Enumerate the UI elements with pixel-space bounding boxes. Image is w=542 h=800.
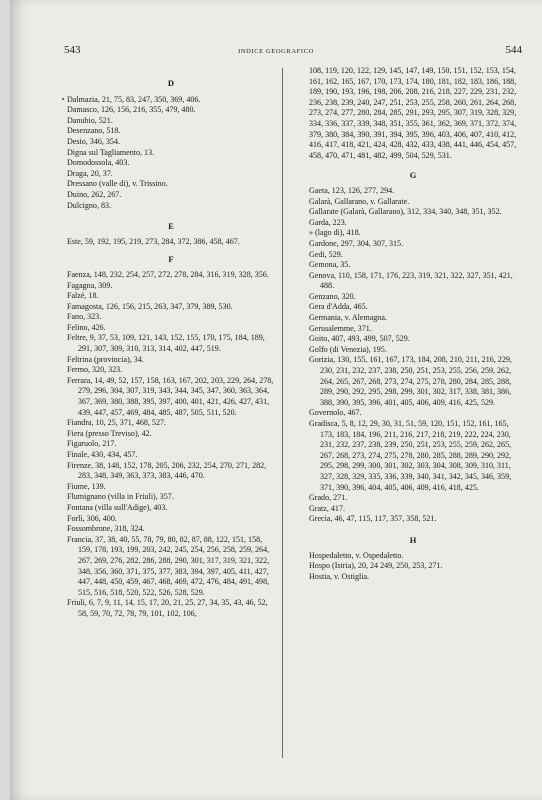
right-column — [309, 66, 517, 582]
index-entry: Famagosta, 126, 156, 215, 263, 347, 379, 389, 530. — [67, 301, 233, 311]
index-entry: Gerusalemme, 371. — [309, 323, 372, 333]
friuli-continuation: 108, 119, 120, 122, 129, 145, 147, 149, 150, 151, 152, 153, 154, 161, 162, 165, 167, 170, 173, 174, 180, 181, 182, 183, 186, 188, 189, 190, 193, 196, 198, 206, 208, 216, 218, 227, 229, 231, 232, 236, 238, 239, 240, 247, 251, 253, 255, 258, 260, 261, 264, 268, 273, 274, 277, 280, 284, 285, 291, 293, 295, 307, 319, 328, 329, 334, 336, 337, 339, 348, 351, 355, 361, 362, 369, 371, 372, 374, 379, 380, 384, 390, 391, 394, 395, 396, 403, 406, 407, 410, 412, 416, 417, 418, 421, 424, 428, 432, 433, 438, 441, 446, 454, 457, 458, 470, 471, 481, 482, 499, 504, 529, 531. — [309, 66, 517, 160]
index-entry: Francia, 37, 38, 40, 55, 78, 79, 80, 82, 87, 88, 122, 151, 158, 159, 178, 193, 199, 203, 242, 245, 254, 256, 258, 259, 264, 267, 269, 276, 282, 286, 288, 290, 301, 317, 319, 321, 322, 348, 356, 360, 371, 375, 377, 383, 394, 397, 405, 411, 427, 447, 448, 450, 459, 467, 468, 469, 472, 476, 484, 491, 498, 515, 516, 518, 520, 522, 526, 528, 529. — [67, 534, 270, 597]
column-divider — [282, 68, 283, 758]
entries-e — [67, 237, 275, 248]
index-entry: Faenza, 148, 232, 254, 257, 272, 278, 284, 316, 319, 328, 356. — [67, 269, 269, 279]
index-entry: Feltre, 9, 37, 53, 109, 121, 143, 152, 155, 170, 175, 184, 189, 291, 307, 309, 310, 313, 314, 402, 447, 519. — [67, 333, 265, 354]
index-entry: Fiera (presso Treviso), 42. — [67, 428, 152, 438]
index-entry: Grado, 271. — [309, 493, 348, 503]
index-entry: Figaruolo, 217. — [67, 439, 117, 449]
index-entry: Genova, 110, 158, 171, 176, 223, 319, 321, 322, 327, 351, 421, 488. — [309, 270, 513, 291]
index-entry: Gratz, 417. — [309, 503, 345, 513]
entries-g — [309, 186, 517, 525]
index-entry: Felino, 426. — [67, 322, 106, 332]
index-entry: Fermo, 320, 323. — [67, 365, 123, 375]
index-entry: Hospedaletto, v. Ospedaletto. — [309, 550, 404, 560]
index-entry: » (lago di), 418. — [309, 228, 361, 238]
index-entry: Este, 59, 192, 195, 219, 273, 284, 372, 386, 458, 467. — [67, 236, 240, 246]
index-entry: Fano, 323. — [67, 312, 102, 322]
index-entry: Finale, 430, 434, 457. — [67, 450, 138, 459]
index-entry: Golfo (di Venezia), 195. — [309, 344, 387, 354]
index-entry: Garda, 223. — [309, 217, 347, 227]
index-entry: Grecia, 46, 47, 115, 117, 357, 358, 521. — [309, 514, 437, 524]
index-entry: Gemona, 35. — [309, 260, 351, 270]
index-entry: Danubio, 521. — [67, 115, 113, 125]
section-letter-h: H — [409, 534, 417, 545]
index-entry: Gera d'Adda, 465. — [309, 302, 368, 312]
index-entry: Fagagna, 309. — [67, 280, 113, 290]
left-column — [67, 64, 275, 620]
page-number-left: 543 — [64, 44, 81, 56]
section-letter-d: D — [167, 78, 175, 88]
index-entry: Genzano, 320. — [309, 291, 356, 301]
index-entry: Ferrara, 14, 49, 52, 157, 158, 163, 167, 202, 203, 229, 264, 278, 279, 296, 304, 307, 319, 343, 344, 345, 347, 360, 363, 364, 367, 369, 380, 388, 395, 397, 400, 401, 421, 426, 427, 431, 439, 447, 457, 469, 484, 485, 487, 505, 511, 520. — [67, 375, 274, 417]
section-letter-e: E — [168, 221, 174, 232]
index-entry: Hostia, v. Ostiglia. — [309, 571, 370, 581]
index-entry: Dulcigno, 83. — [67, 200, 112, 210]
index-entry: Firenze, 38, 148, 152, 178, 205, 206, 232, 254, 270, 271, 282, 283, 348, 349, 363, 373, 383, 446, 470. — [67, 460, 267, 481]
index-entry: Domodossola, 403. — [67, 158, 130, 168]
index-entry: Goito, 407, 493, 499, 507, 529. — [309, 334, 410, 344]
entries-d — [67, 95, 275, 212]
index-entry: Governolo, 467. — [309, 408, 362, 418]
index-entry: Gallarate (Galarà, Gallarano), 312, 334, 340, 348, 351, 352. — [309, 207, 502, 217]
index-entry: Galarà, Gallarano, v. Gallarate. — [309, 196, 410, 206]
index-entry: Falzè, 18. — [67, 291, 99, 301]
index-entry: Fiume, 139. — [67, 481, 106, 491]
index-entry: Desio, 346, 354. — [67, 136, 120, 146]
index-entry: Draga, 20, 37. — [67, 168, 113, 178]
index-entry: Germania, v. Alemagna. — [309, 313, 387, 323]
index-entry: Feltrina (provincia), 34. — [67, 354, 144, 364]
index-entry: Damasco, 126, 156, 216, 355, 479, 480. — [67, 105, 196, 115]
index-entry: Flumignano (villa in Friuli), 357. — [67, 492, 174, 502]
index-entry: Gedi, 529. — [309, 249, 343, 259]
entries-h — [309, 551, 517, 583]
index-entry: Duino, 262, 267. — [67, 189, 122, 199]
index-entry: Dalmazia, 21, 75, 83, 247, 350, 369, 406. — [67, 94, 201, 104]
index-entry: Dressano (valle di), v. Trissino. — [67, 179, 168, 189]
index-entry: Fontana (villa sull'Adige), 403. — [67, 502, 168, 512]
index-entry: Digna sul Tagliamento, 13. — [67, 147, 155, 157]
index-entry: Gaeta, 123, 126, 277, 294. — [309, 185, 395, 195]
section-letter-f: F — [168, 254, 174, 265]
index-entry: Fossombrone, 318, 324. — [67, 524, 145, 534]
index-entry: Friuli, 6, 7, 9, 11, 14, 15, 17, 20, 21, 25, 27, 34, 35, 43, 46, 52, 58, 59, 70, 72, 78, 79, 101, 102, 106, — [67, 598, 268, 618]
entries-f — [67, 270, 275, 620]
index-entry: Gorizia, 130, 155, 161, 167, 173, 184, 208, 210, 211, 216, 229, 230, 231, 232, 237, 238, 250, 251, 253, 255, 256, 259, 262, 264, 265, 267, 268, 273, 274, 275, 278, 280, 284, 285, 288, 289, 290, 292, 295, 298, 299, 301, 302, 317, 338, 381, 386, 388, 390, 395, 396, 401, 405, 406, 409, 416, 425, 529. — [309, 355, 512, 407]
section-letter-g: G — [409, 170, 417, 181]
ink-speck — [62, 98, 64, 100]
book-spread — [10, 0, 542, 800]
index-entry: Desenzano, 518. — [67, 126, 121, 136]
index-entry: Hospo (Istria), 20, 24 249, 250, 253, 271. — [309, 561, 443, 571]
running-title: INDICE GEOGRAFICO — [238, 48, 314, 55]
page-number-right: 544 — [505, 44, 522, 56]
index-entry: Fiandra, 10, 25, 371, 468, 527. — [67, 418, 167, 428]
index-entry: Gardone, 297, 304, 307, 315. — [309, 238, 404, 248]
index-entry: Forlì, 306, 400. — [67, 513, 117, 523]
index-entry: Gradisca, 5, 8, 12, 29, 30, 31, 51, 59, 120, 151, 152, 161, 165, 173, 183, 184, 196, 211, 216, 217, 218, 219, 222, 224, 230, 231, 232, 237, 238, 239, 250, 251, 253, 255, 259, 262, 265, 267, 268, 273, 274, 275, 278, 280, 285, 288, 289, 290, 292, 295, 298, 299, 300, 301, 302, 303, 304, 308, 309, 310, 311, 327, 328, 329, 335, 336, 339, 340, 341, 342, 345, 346, 359, 371, 390, 396, 404, 405, 406, 409, 416, 418, 425. — [309, 419, 512, 492]
